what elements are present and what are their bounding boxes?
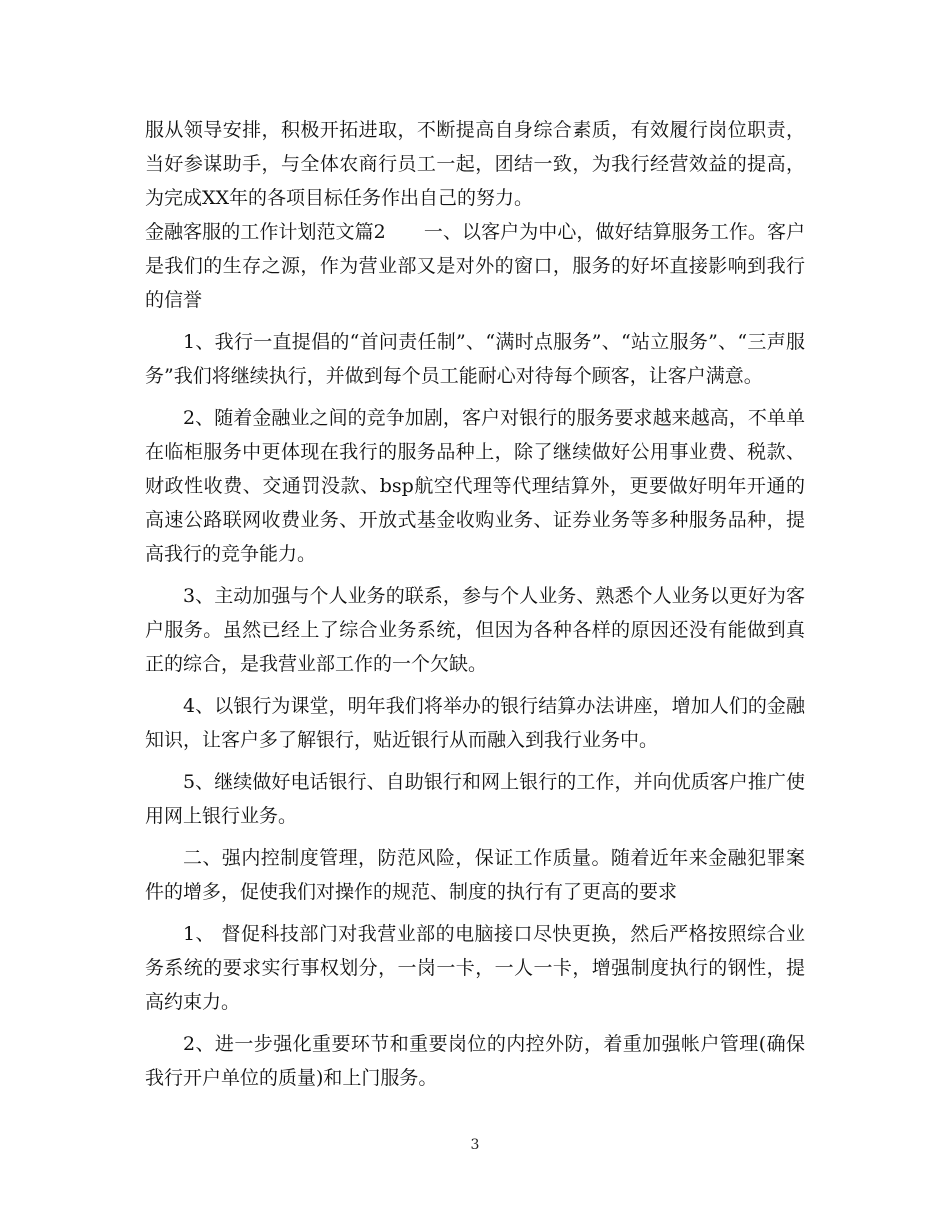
paragraph-item: 2、随着金融业之间的竞争加剧，客户对银行的服务要求越来越高，不单单在临柜服务中更体现在我行的服务品种上，除了继续做好公用事业费、税款、财政性收费、交通罚没款、bsp航空代理等代理结算外，更要做好明年开通的高速公路联网收费业务、开放式基金收购业务、证券业务等多种服务品种，提高我行的竞争能力。 (145, 407, 805, 565)
paragraph-item: 2、进一步强化重要环节和重要岗位的内控外防，着重加强帐户管理(确保我行开户单位的质量)和上门服务。 (145, 1033, 805, 1089)
paragraph-item: 3、主动加强与个人业务的联系，参与个人业务、熟悉个人业务以更好为客户服务。虽然已经上了综合业务系统，但因为各种各样的原因还没有能做到真正的综合，是我营业部工作的一个欠缺。 (145, 585, 805, 675)
paragraph-heading: 二、强内控制度管理，防范风险，保证工作质量。随着近年来金融犯罪案件的增多，促使我们对操作的规范、制度的执行有了更高的要求 (145, 847, 805, 903)
paragraph-item: 1、 督促科技部门对我营业部的电脑接口尽快更换，然后严格按照综合业务系统的要求实行事权划分，一岗一卡，一人一卡，增强制度执行的钢性，提高约束力。 (145, 923, 805, 1013)
paragraph-section-title: 金融客服的工作计划范文篇2 一、以客户为中心，做好结算服务工作。客户是我们的生存之源，作为营业部又是对外的窗口，服务的好坏直接影响到我行的信誉 (145, 221, 805, 311)
page-number: 3 (470, 1137, 480, 1153)
paragraph-item: 4、以银行为课堂，明年我们将举办的银行结算办法讲座，增加人们的金融知识，让客户多了解银行，贴近银行从而融入到我行业务中。 (145, 695, 805, 751)
paragraph-continued: 服从领导安排，积极开拓进取，不断提高自身综合素质，有效履行岗位职责，当好参谋助手，与全体农商行员工一起，团结一致，为我行经营效益的提高，为完成XX年的各项目标任务作出自己的努力。 (145, 119, 805, 209)
document-body (145, 113, 805, 1103)
paragraph-item: 1、我行一直提倡的“首问责任制”、“满时点服务”、“站立服务”、“三声服务”我们将继续执行，并做到每个员工能耐心对待每个顾客，让客户满意。 (145, 331, 805, 387)
paragraph-item: 5、继续做好电话银行、自助银行和网上银行的工作，并向优质客户推广使用网上银行业务。 (145, 771, 805, 827)
